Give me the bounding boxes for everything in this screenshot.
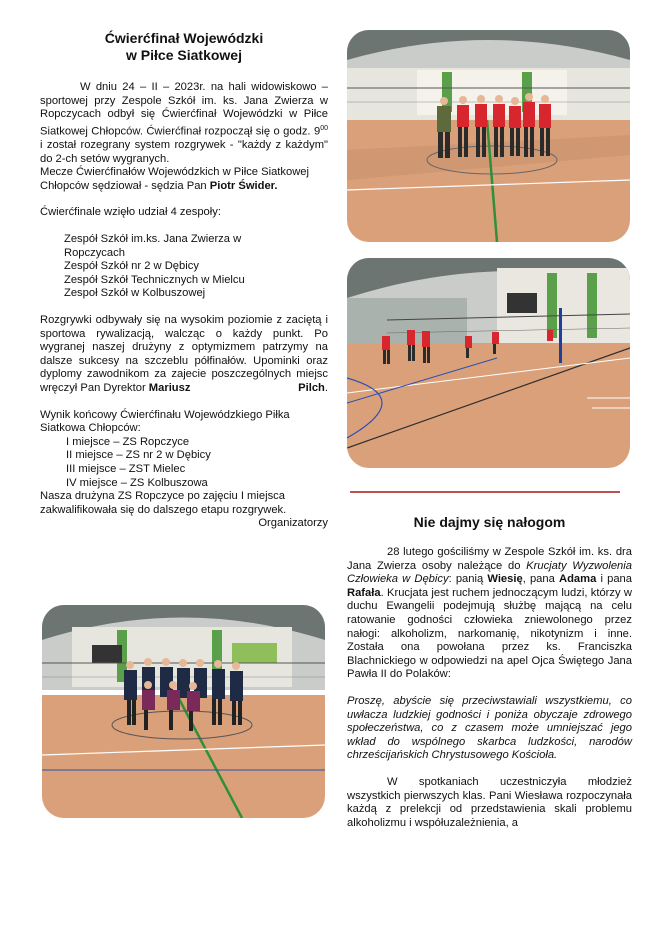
team-photo-2 xyxy=(42,605,325,818)
article2-para3: W spotkaniach uczestniczyła młodzież wszystkich pierwszych klas. Pani Wiesława rozpoczynała każdą z prelekcji od przedstawienia skali problemu alkoholizmu i współuzależnienia, a xyxy=(347,775,632,829)
article1-teams-intro: Ćwierćfinale wzięło udział 4 zespoły: xyxy=(40,206,221,219)
section-divider xyxy=(350,491,620,493)
team-item: Zespół Szkół Technicznych w Mielcu xyxy=(64,273,245,286)
team-item: Zespół Szkół nr 2 w Dębicy xyxy=(64,260,199,273)
result-item: IV miejsce – ZS Kolbuszowa xyxy=(66,476,208,489)
article1-para1: W dniu 24 – II – 2023r. na hali widowiskowo – sportowej przy Zespole Szkół im. ks. Jana Zwierza w Ropczycach odbył się Ćwierćfinał Wojewódzki w Piłce Siatkowej Chłopców. Ćwierćfinał rozpoczął się o godz. $9^{00}$ i został rozegrany system rozgrywek - "każdy z każdym" do 2-ch setów wygranych. xyxy=(40,81,328,165)
article1-referee: Mecze Ćwierćfinałów Wojewódzkich w Piłce Siatkowej Chłopców sędziował - sędzia Pan Piotr Świder. xyxy=(40,166,310,192)
article-volleyball xyxy=(40,30,328,531)
result-item: III miejsce – ZST Mielec xyxy=(66,462,186,475)
article1-director-last: Pilch. xyxy=(298,382,328,395)
article1-title-line1: Ćwierćfinał Wojewódzki xyxy=(104,30,264,46)
article1-para3: Rozgrywki odbywały się na wysokim poziomie z zaciętą i sportowa rywalizacją, walcząc o każdy punkt. Po wygranej naszej drużyny z optymizmem patrzymy na dalsze sukcesy na szczeblu półfinałów. Upominki oraz dyplomy zawodnikom za zajecie poszczególnych miejsc wręczył Pan Dyrektor Mariusz xyxy=(40,314,328,395)
article1-signature: Organizatorzy xyxy=(258,517,328,530)
article-addictions xyxy=(347,546,632,830)
article2-para1: 28 lutego gościliśmy w Zespole Szkół im. ks. dra Jana Zwierza osoby należące do Krucjaty Wyzwolenia Człowieka w Dębicy: panią Wiesię, pana Adama i pana Rafała. Krucjata jest ruchem jednoczącym ludzi, którzy w duchu Ewangelii podejmują służbę mającą na celu ratowanie godności człowieka zniewolonego przez nałogi: alkoholizm, narkomanię, nikotynizm i inne. Została ona powołana przez ks. Franciszka Blachnickiego w odpowiedzi na apel Ojca Świętego Jana Pawła II do Polaków: xyxy=(347,546,633,681)
article1-title-line2: w Piłce Siatkowej xyxy=(126,47,242,63)
article1-closing: Nasza drużyna ZS Ropczyce po zajęciu I miejsca zakwalifikowała się do dalszego etapu rozgrywek. xyxy=(40,490,287,516)
team-list xyxy=(40,233,328,301)
article2-quote: Proszę, abyście się przeciwstawiali wszystkiemu, co uwłacza ludzkiej godności i poniża obyczaje zdrowego społeczeństwa, co z czasem może umniejszać jego wkład do wspólnego skarbca ludzkości, narodów chrześcijańskich Chrystusowego Kościoła. xyxy=(347,694,632,762)
match-photo xyxy=(347,258,630,468)
result-item: I miejsce – ZS Ropczyce xyxy=(66,435,190,448)
team-item: Zespoł Szkół w Kolbuszowej xyxy=(64,287,206,300)
results-list xyxy=(40,436,328,490)
team-item: Zespół Szkół im.ks. Jana Zwierza w Ropczycach xyxy=(64,233,242,259)
article1-results-intro: Wynik końcowy Ćwierćfinału Wojewódzkiego Piłka Siatkowa Chłopców: xyxy=(40,408,290,435)
team-photo-1 xyxy=(347,30,630,242)
article2-title: Nie dajmy się nałogom xyxy=(413,514,566,530)
result-item: II miejsce – ZS nr 2 w Dębicy xyxy=(66,449,211,462)
